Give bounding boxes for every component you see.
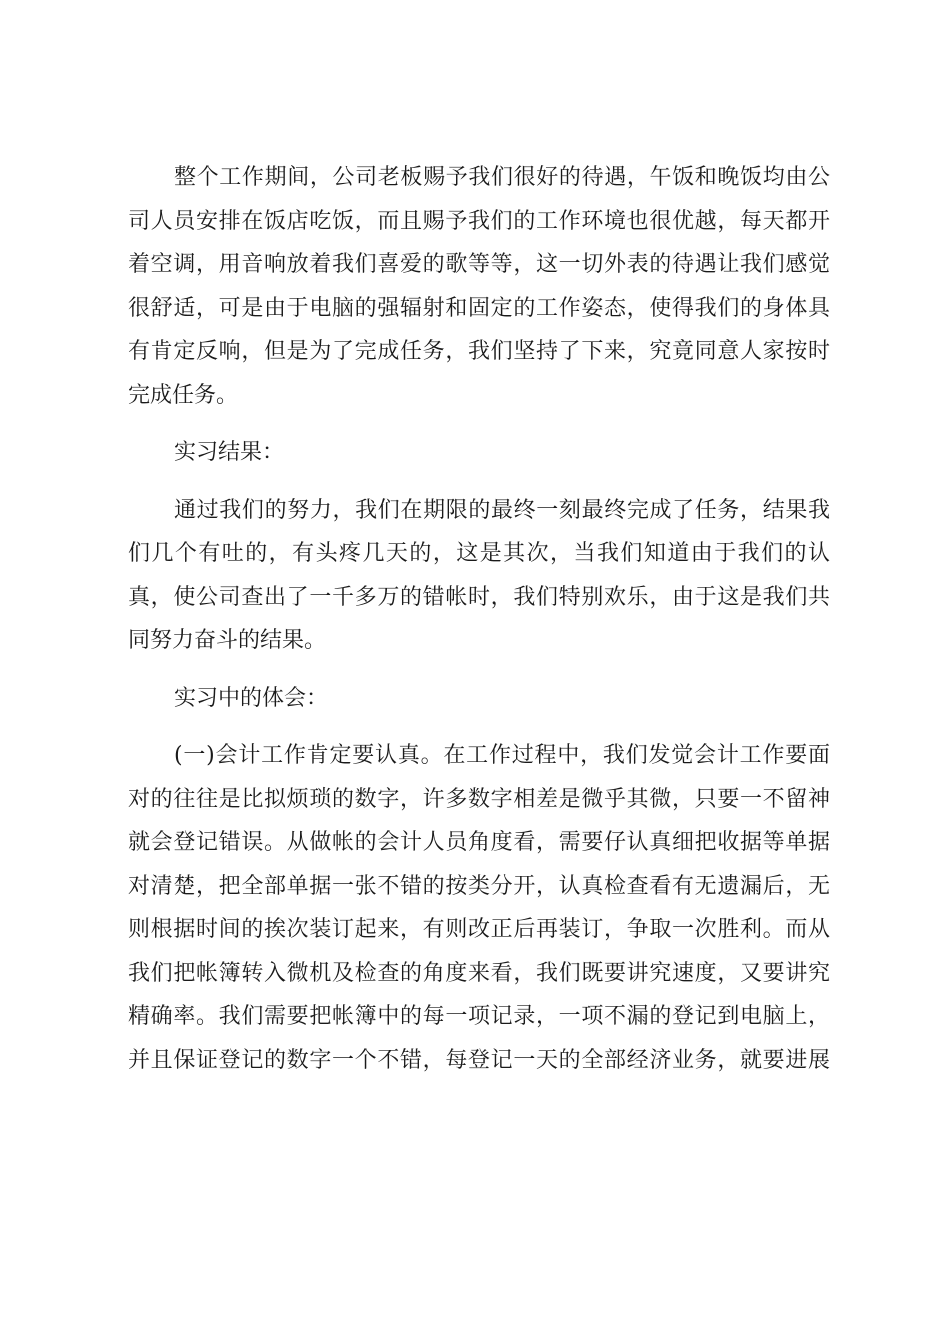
paragraph-work-conditions [128, 156, 830, 417]
section-heading-internship-results [128, 431, 830, 475]
document-body [128, 156, 830, 1082]
text-line: 则根据时间的挨次装订起来，有则改正后再装订，争取一次胜利。而从 [128, 917, 830, 942]
text-line: 很舒适，可是由于电脑的强辐射和固定的工作姿态，使得我们的身体具 [128, 295, 830, 321]
text-line: 就会登记错误。从做帐的会计人员角度看，需要仔认真细把收据等单据 [128, 830, 830, 855]
text-line: 同努力奋斗的结果。 [128, 628, 327, 653]
text-line: 有肯定反响，但是为了完成任务，我们坚持了下来，究竟同意人家按时 [128, 339, 830, 364]
paragraph-results [128, 489, 830, 663]
text-line: 对的往往是比拟烦琐的数字，许多数字相差是微乎其微，只要一不留神 [128, 786, 830, 812]
text-line: 司人员安排在饭店吃饭，而且赐予我们的工作环境也很优越，每天都开 [128, 208, 830, 234]
text-line: (一)会计工作肯定要认真。在工作过程中，我们发觉会计工作要面 [174, 743, 830, 768]
text-line: 们几个有吐的，有头疼几天的，这是其次，当我们知道由于我们的认 [128, 541, 830, 566]
text-line: 我们把帐簿转入微机及检查的角度来看，我们既要讲究速度，又要讲究 [128, 960, 830, 986]
paragraph-accounting-careful [128, 734, 830, 1082]
text-line: 对清楚，把全部单据一张不错的按类分开，认真检查看有无遗漏后，无 [128, 873, 830, 899]
text-line: 完成任务。 [128, 382, 239, 408]
section-heading: 实习中的体会： [174, 685, 329, 711]
text-line: 并且保证登记的数字一个不错，每登记一天的全部经济业务，就要进展 [128, 1047, 830, 1073]
section-heading: 实习结果： [174, 440, 285, 465]
text-line: 精确率。我们需要把帐簿中的每一项记录，一项不漏的登记到电脑上， [128, 1004, 830, 1029]
text-line: 真，使公司查出了一千多万的错帐时，我们特别欢乐，由于这是我们共 [128, 584, 830, 610]
text-line: 通过我们的努力，我们在期限的最终一刻最终完成了任务，结果我 [174, 497, 830, 523]
text-line: 整个工作期间，公司老板赐予我们很好的待遇，午饭和晚饭均由公 [174, 165, 830, 190]
text-line: 着空调，用音响放着我们喜爱的歌等等，这一切外表的待遇让我们感觉 [128, 252, 830, 277]
section-heading-internship-reflections [128, 677, 830, 721]
